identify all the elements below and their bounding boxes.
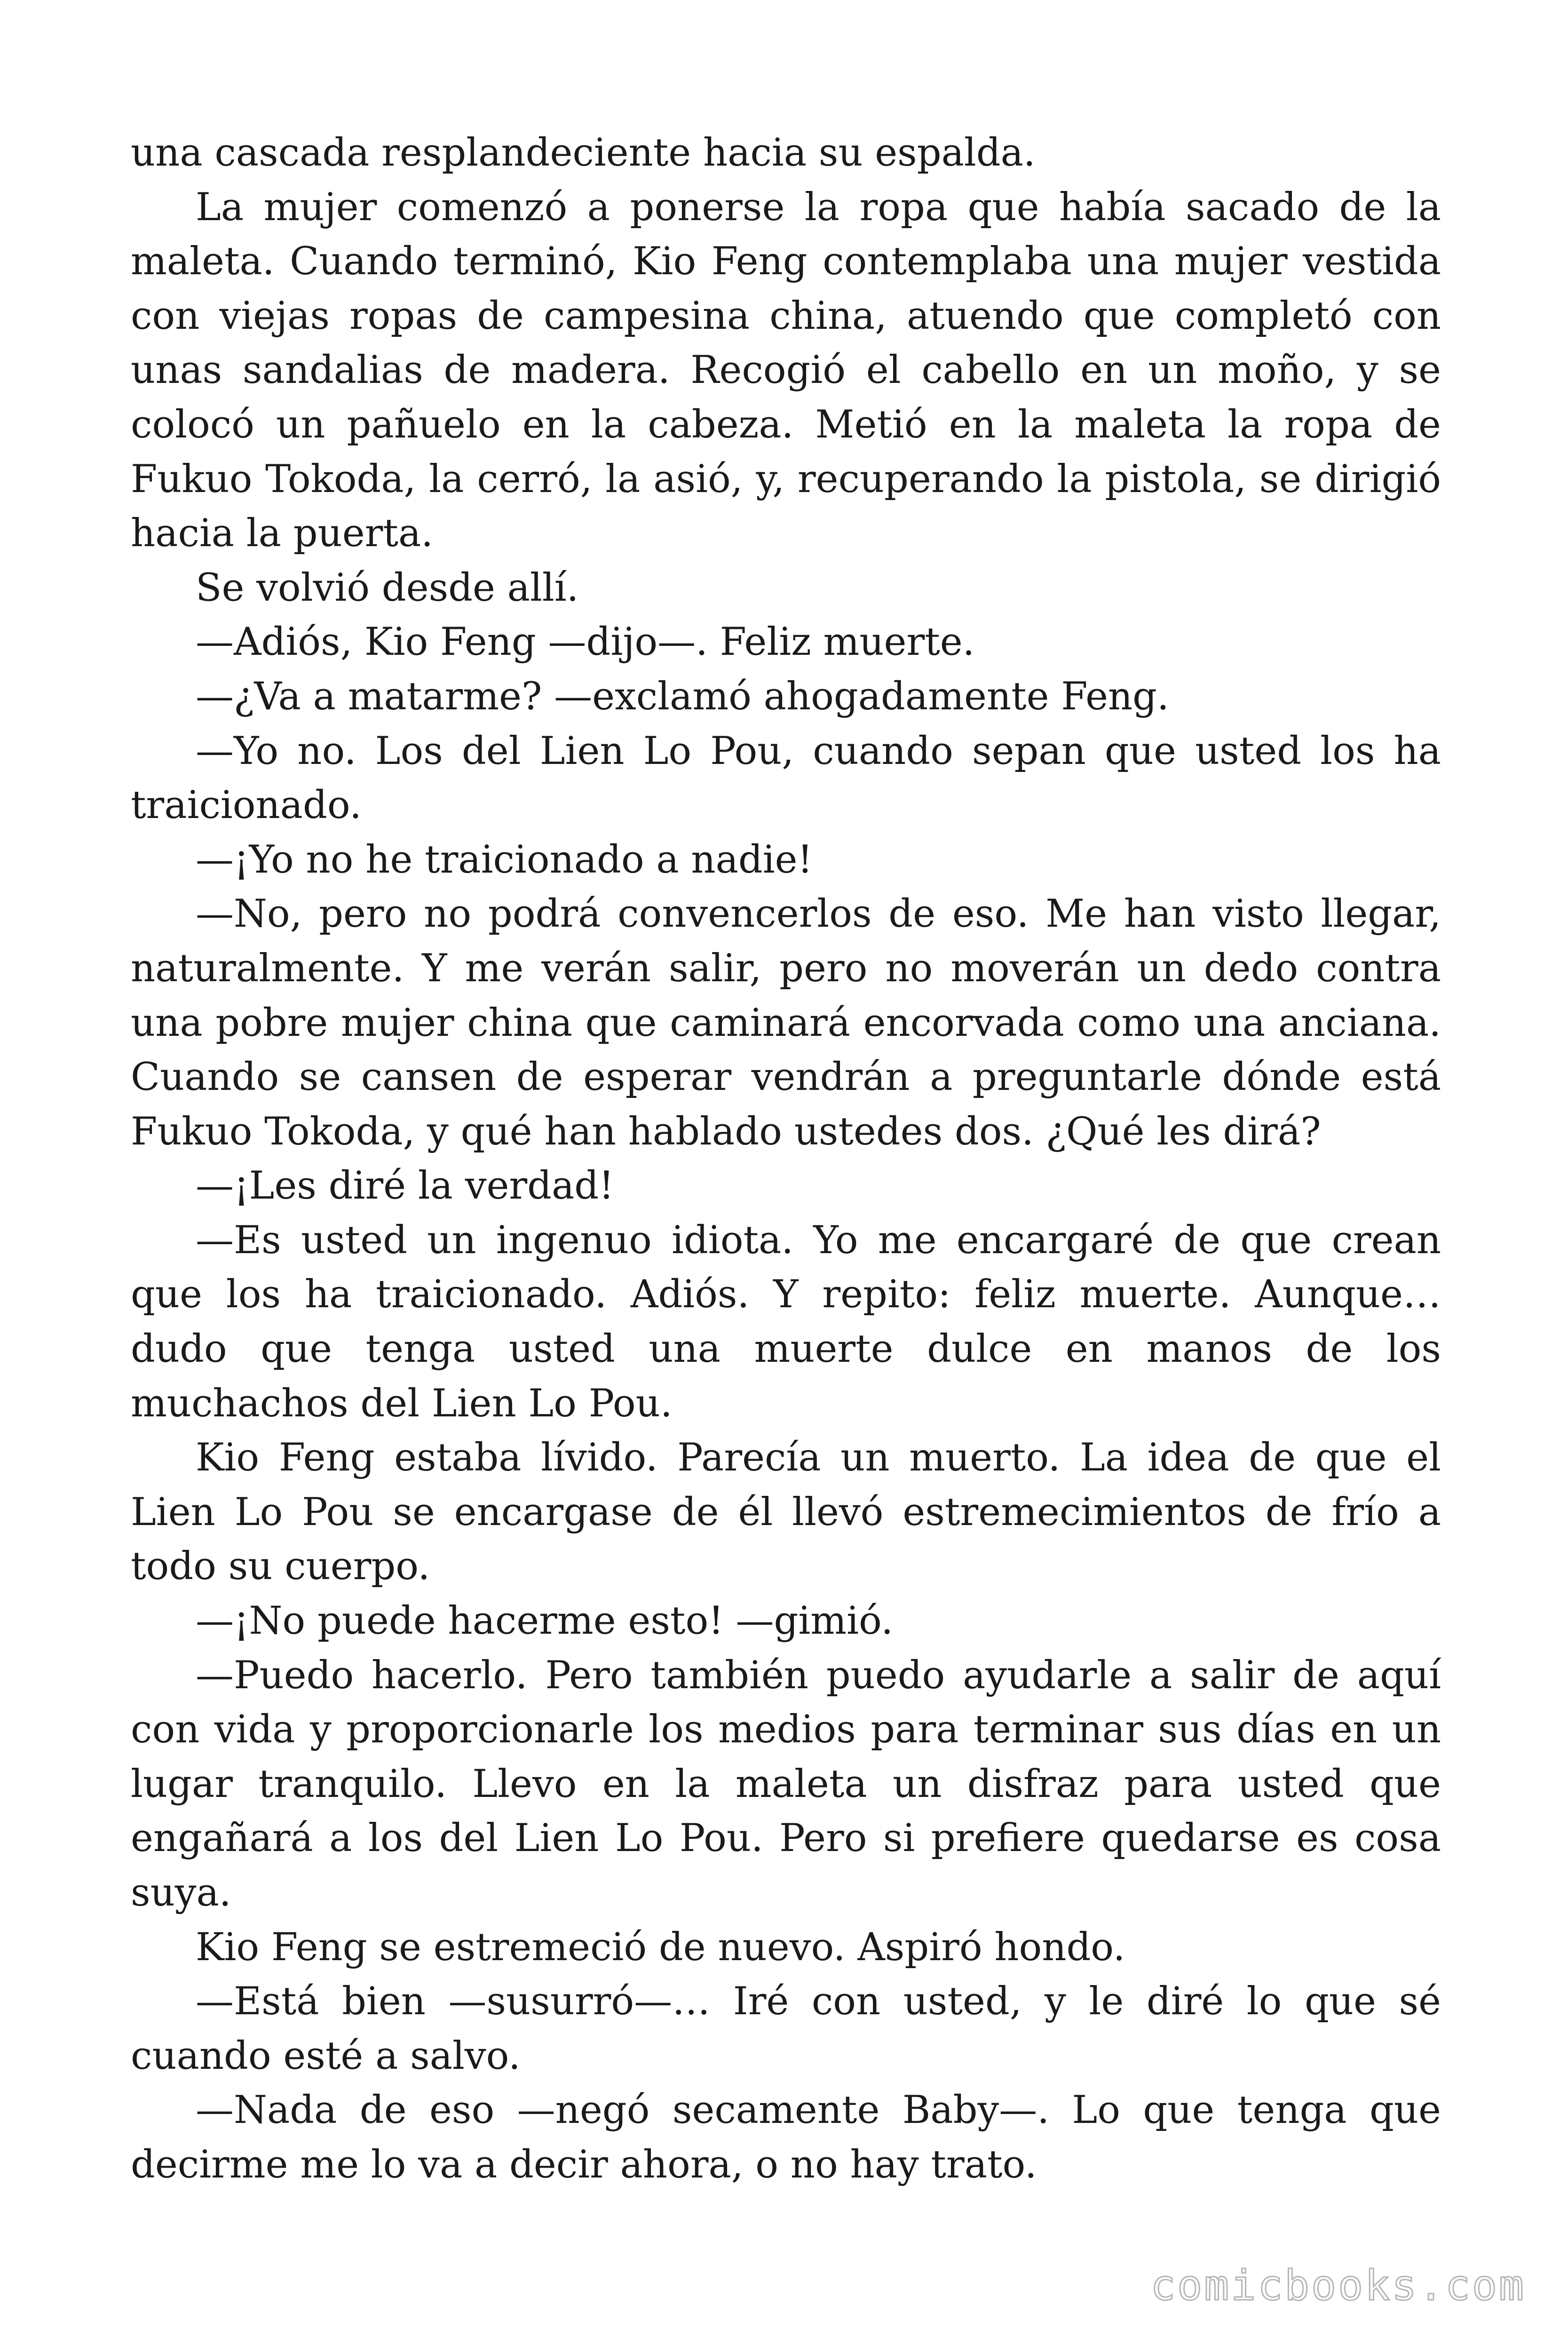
paragraph: —Nada de eso —negó secamente Baby—. Lo que tenga que decirme me lo va a decir ahora, o no hay trato.: [131, 2088, 1441, 2187]
paragraph: Kio Feng se estremeció de nuevo. Aspiró hondo.: [196, 1925, 1125, 1970]
paragraph: —¿Va a matarme? —exclamó ahogadamente Feng.: [196, 674, 1169, 719]
watermark: comicbooks.com: [1150, 2261, 1526, 2310]
paragraph: Se volvió desde allí.: [196, 565, 579, 610]
paragraph: Kio Feng estaba lívido. Parecía un muerto. La idea de que el Lien Lo Pou se encargase de él llevó estremecimientos de frío a todo su cuerpo.: [131, 1436, 1441, 1589]
body-text: [131, 126, 1441, 2193]
paragraph: La mujer comenzó a ponerse la ropa que había sacado de la maleta. Cuando terminó, Kio Feng contemplaba una mujer vestida con viejas ropas de campesina china, atuendo que completó con unas sandalias de madera. Recogió el cabello en un moño, y se colocó un pañuelo en la cabeza. Metió en la maleta la ropa de Fukuo Tokoda, la cerró, la asió, y, recuperando la pistola, se dirigió hacia la puerta.: [131, 185, 1441, 556]
paragraph: —Está bien —susurró—… Iré con usted, y le diré lo que sé cuando esté a salvo.: [131, 1979, 1441, 2078]
paragraph: —Adiós, Kio Feng —dijo—. Feliz muerte.: [196, 620, 975, 665]
paragraph: —¡Yo no he traicionado a nadie!: [196, 837, 813, 882]
paragraph: una cascada resplandeciente hacia su espalda.: [131, 131, 1036, 175]
paragraph: —Puedo hacerlo. Pero también puedo ayudarle a salir de aquí con vida y proporcionarle los medios para terminar sus días en un lugar tranquilo. Llevo en la maleta un disfraz para usted que engañará a los del Lien Lo Pou. Pero si prefiere quedarse es cosa suya.: [131, 1653, 1441, 1915]
paragraph: —¡No puede hacerme esto! —gimió.: [196, 1599, 894, 1644]
paragraph: —Yo no. Los del Lien Lo Pou, cuando sepan que usted los ha traicionado.: [131, 729, 1441, 828]
paragraph: —Es usted un ingenuo idiota. Yo me encargaré de que crean que los ha traicionado. Adiós. Y repito: feliz muerte. Aunque… dudo que tenga usted una muerte dulce en manos de los muchachos del Lien Lo Pou.: [131, 1218, 1441, 1426]
paragraph: —No, pero no podrá convencerlos de eso. Me han visto llegar, naturalmente. Y me verán salir, pero no moverán un dedo contra una pobre mujer china que caminará encorvada como una anciana. Cuando se cansen de esperar vendrán a preguntarle dónde está Fukuo Tokoda, y qué han hablado ustedes dos. ¿Qué les dirá?: [131, 892, 1441, 1154]
paragraph: —¡Les diré la verdad!: [196, 1164, 614, 1208]
